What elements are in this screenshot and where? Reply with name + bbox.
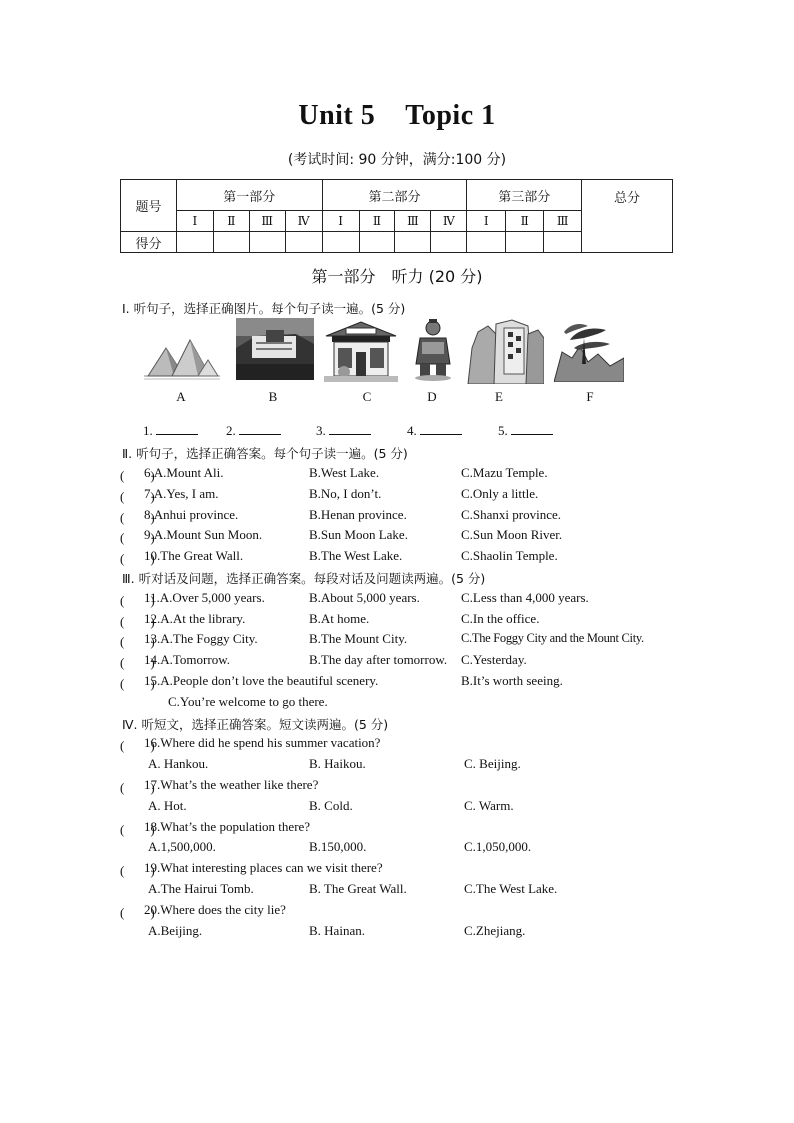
answer-blank-5[interactable]: 5. (498, 423, 553, 439)
part1-heading: 第一部分 听力 (20 分) (311, 267, 483, 286)
question-text: 16.Where did he spend his summer vacation? (144, 735, 381, 750)
part3-col: Ⅰ (467, 211, 506, 232)
score-input-cell[interactable] (467, 232, 506, 253)
score-input-cell[interactable] (395, 232, 431, 253)
picture-row (140, 318, 630, 386)
score-input-cell[interactable] (359, 232, 395, 253)
answer-paren[interactable]: ( ) (120, 676, 155, 691)
answer-paren[interactable]: ( ) (120, 593, 155, 608)
option-b: B.The day after tomorrow. (309, 652, 448, 667)
carved-rock-image (466, 318, 544, 384)
temple-image (324, 318, 398, 382)
score-input-cell[interactable] (506, 232, 544, 253)
answer-paren[interactable]: ( ) (120, 905, 155, 920)
page-title (0, 100, 794, 132)
option-c: C.The Foggy City and the Mount City. (461, 631, 644, 645)
part3-header: 第三部分 (467, 180, 582, 211)
option-b: B.Sun Moon Lake. (309, 527, 408, 542)
section2-heading: Ⅱ. 听句子，选择正确答案。每个句子读一遍。(5 分) (122, 446, 408, 461)
answer-paren[interactable]: ( ) (120, 530, 155, 545)
part2-col: Ⅲ (395, 211, 431, 232)
option-c: C.The West Lake. (464, 881, 558, 896)
option-a: A.The Hairui Tomb. (148, 881, 254, 896)
option-a: 12.A.At the library. (144, 611, 246, 626)
part3-col: Ⅲ (544, 211, 582, 232)
part2-col: Ⅱ (359, 211, 395, 232)
picture-label-d: D (427, 389, 437, 404)
score-input-cell[interactable] (249, 232, 285, 253)
option-c: C.You’re welcome to go there. (168, 694, 328, 709)
option-c: C.Only a little. (461, 486, 539, 501)
answer-blank-3[interactable]: 3. (316, 423, 371, 439)
option-c: C.1,050,000. (464, 839, 532, 854)
option-c: C.Sun Moon River. (461, 527, 563, 542)
score-input-cell[interactable] (176, 232, 213, 253)
answer-blank-2[interactable]: 2. (226, 423, 281, 439)
potala-palace-image (236, 318, 314, 380)
answer-paren[interactable]: ( ) (120, 510, 155, 525)
option-b: B.About 5,000 years. (309, 590, 420, 605)
option-b: B.The West Lake. (309, 548, 403, 563)
answer-paren[interactable]: ( ) (120, 738, 155, 753)
picture-label-a: A (176, 389, 186, 404)
score-input-cell[interactable] (285, 232, 322, 253)
part3-col: Ⅱ (506, 211, 544, 232)
option-c: C. Warm. (464, 798, 514, 813)
section4-heading: Ⅳ. 听短文，选择正确答案。短文读两遍。(5 分) (122, 717, 389, 732)
option-a: A.Beijing. (148, 923, 203, 938)
option-c: C. Beijing. (464, 756, 521, 771)
option-b: B. Cold. (309, 798, 353, 813)
item-label-cell: 题号 (121, 180, 177, 232)
option-a: A.1,500,000. (148, 839, 216, 854)
answer-paren[interactable]: ( ) (120, 468, 155, 483)
answer-paren[interactable]: ( ) (120, 489, 155, 504)
option-c: C.Shaolin Temple. (461, 548, 558, 563)
option-b: B. Haikou. (309, 756, 366, 771)
total-header: 总分 (582, 180, 673, 253)
part1-col: Ⅲ (249, 211, 285, 232)
unit-label: Unit 5 (298, 100, 376, 131)
score-input-cell[interactable] (544, 232, 582, 253)
question-text: 19.What interesting places can we visit there? (144, 860, 383, 875)
option-b: B.The Mount City. (309, 631, 408, 646)
question-text: 18.What’s the population there? (144, 819, 311, 834)
part1-col: Ⅱ (213, 211, 249, 232)
option-b: B.No, I don’t. (309, 486, 382, 501)
option-b: B.West Lake. (309, 465, 380, 480)
part1-col: Ⅰ (176, 211, 213, 232)
topic-label: Topic 1 (405, 100, 496, 131)
option-a: 7.A.Yes, I am. (144, 486, 219, 501)
option-a: 8.Anhui province. (144, 507, 239, 522)
warrior-statue-image (410, 318, 456, 382)
pyramids-image (144, 318, 220, 382)
score-input-cell[interactable] (213, 232, 249, 253)
picture-label-f: F (586, 389, 594, 404)
option-b: B.150,000. (309, 839, 367, 854)
option-a: A. Hot. (148, 798, 187, 813)
option-b: B.At home. (309, 611, 370, 626)
answer-paren[interactable]: ( ) (120, 822, 155, 837)
answer-paren[interactable]: ( ) (120, 614, 155, 629)
answer-blank-1[interactable]: 1. (143, 423, 198, 439)
option-a: 14.A.Tomorrow. (144, 652, 230, 667)
exam-info: (考试时间: 90 分钟，满分:100 分) (287, 152, 507, 168)
score-table (120, 179, 673, 253)
section1-heading: Ⅰ. 听句子，选择正确图片。每个句子读一遍。(5 分) (122, 301, 406, 316)
part2-col: Ⅰ (322, 211, 359, 232)
question-text: 17.What’s the weather like there? (144, 777, 319, 792)
score-input-cell[interactable] (322, 232, 359, 253)
picture-label-b: B (268, 389, 278, 404)
part2-col: Ⅳ (431, 211, 467, 232)
score-input-cell[interactable] (431, 232, 467, 253)
question-text: 20.Where does the city lie? (144, 902, 286, 917)
option-a: 6.A.Mount Ali. (144, 465, 224, 480)
part2-header: 第二部分 (322, 180, 467, 211)
option-a: 10.The Great Wall. (144, 548, 244, 563)
answer-paren[interactable]: ( ) (120, 863, 155, 878)
option-c: C.In the office. (461, 611, 540, 626)
option-a: 15.A.People don’t love the beautiful scenery. (144, 673, 379, 688)
option-c: C.Shanxi province. (461, 507, 562, 522)
option-a: 13.A.The Foggy City. (144, 631, 258, 646)
answer-paren[interactable]: ( ) (120, 551, 155, 566)
answer-paren[interactable]: ( ) (120, 780, 155, 795)
option-b: B.It’s worth seeing. (461, 673, 563, 688)
option-b: B.Henan province. (309, 507, 407, 522)
option-b: B. Hainan. (309, 923, 365, 938)
answer-blank-4[interactable]: 4. (407, 423, 462, 439)
picture-label-c: C (362, 389, 372, 404)
option-a: A. Hankou. (148, 756, 209, 771)
section3-heading: Ⅲ. 听对话及问题，选择正确答案。每段对话及问题读两遍。(5 分) (122, 571, 486, 586)
option-a: 9.A.Mount Sun Moon. (144, 527, 263, 542)
option-c: C.Zhejiang. (464, 923, 526, 938)
picture-label-e: E (495, 389, 503, 404)
part1-col: Ⅳ (285, 211, 322, 232)
part1-header: 第一部分 (176, 180, 322, 211)
option-c: C.Mazu Temple. (461, 465, 548, 480)
score-label-cell: 得分 (121, 232, 177, 253)
option-b: B. The Great Wall. (309, 881, 407, 896)
answer-paren[interactable]: ( ) (120, 634, 155, 649)
option-a: 11.A.Over 5,000 years. (144, 590, 265, 605)
option-c: C.Less than 4,000 years. (461, 590, 589, 605)
pine-mountain-image (554, 318, 624, 382)
answer-paren[interactable]: ( ) (120, 655, 155, 670)
option-c: C.Yesterday. (461, 652, 527, 667)
